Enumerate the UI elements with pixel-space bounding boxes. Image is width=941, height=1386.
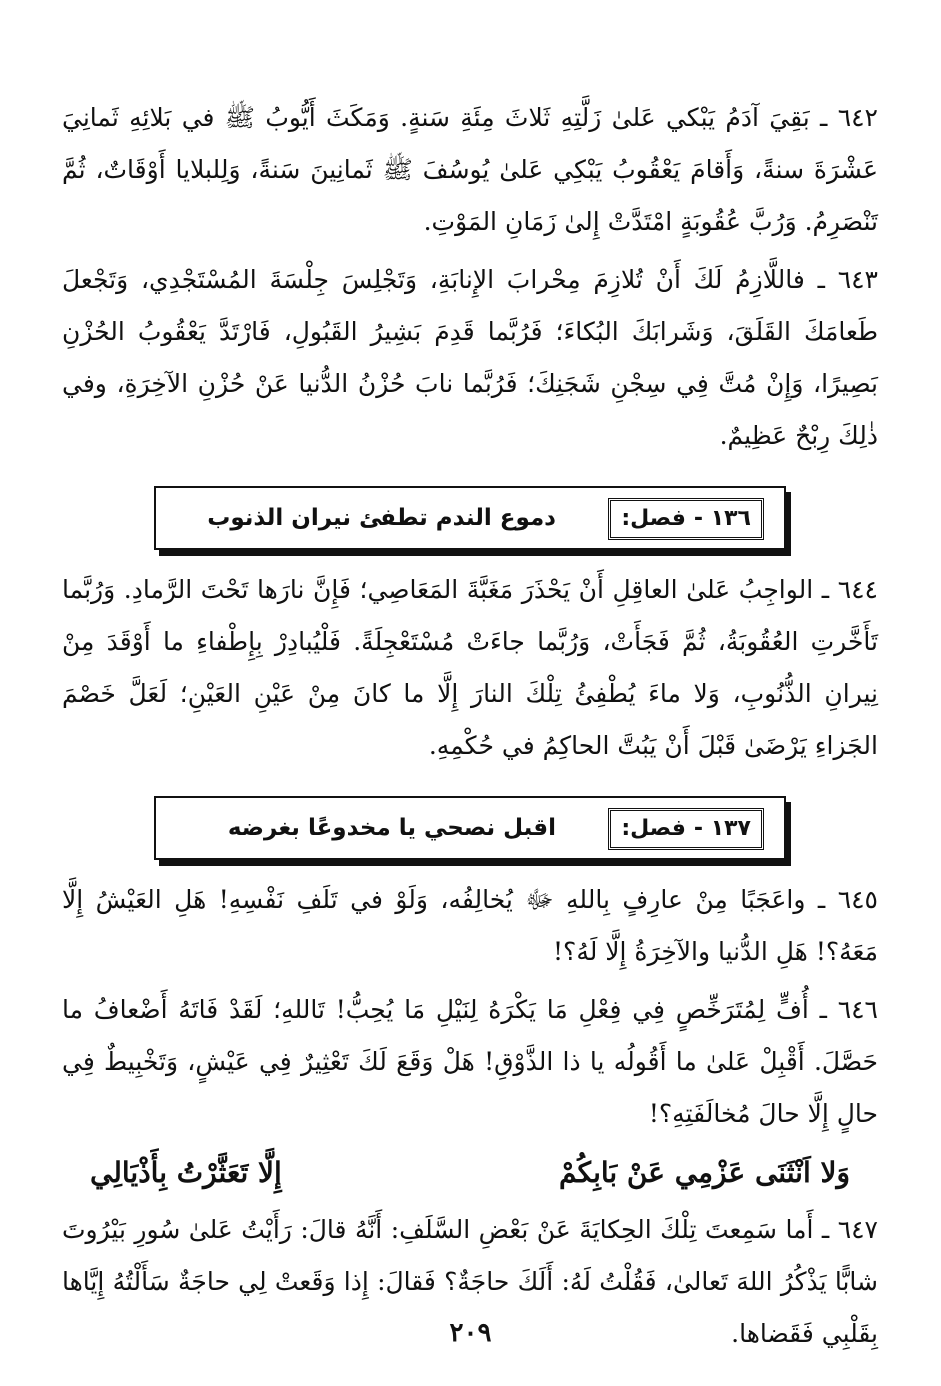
section-label	[608, 498, 764, 540]
section-title: اقبل نصحي يا مخدوعًا بغرضه	[227, 815, 556, 841]
paragraph-642: ٦٤٢ ـ بَقِيَ آدَمُ يَبْكي عَلىٰ زَلَّتِهِ ثَلاثَ مِئَةِ سَنةٍ. وَمَكَثَ أَيُّوبُ ﷺ في بَلائِهِ ثَمانِيَ عَشْرَةَ سنةً، وَأَقامَ يَعْقُوبُ يَبْكِي عَلىٰ يُوسُفَ ﷺ ثَمانِينَ سَنةً، وَلِلبلايا أَوْقَاتٌ، ثُمَّ تَنْصَرِمُ. وَرُبَّ عُقُوبَةٍ امْتَدَّتْ إِلىٰ زَمَانِ المَوْتِ.	[62, 103, 878, 236]
paragraph-647: ٦٤٧ ـ أَما سَمِعتَ تِلْكَ الحِكايَةَ عَنْ بَعْضِ السَّلَفِ: أَنَّهُ قالَ: رَأَيْتُ عَلىٰ سُورِ بَيْرُوتَ شابًّا يَذْكُرُ اللهَ تَعالىٰ، فَقُلْتُ لَهُ: أَلَكَ حاجَةٌ؟ فَقالَ: إِذا وَقَعتْ لِي حاجَةٌ سَأَلْتُهُ إِيَّاها بِقَلْبِي فَقَضاها.	[62, 1215, 878, 1348]
verse-second-hemistich: إِلَّا تَعَثَّرْتُ بِأَذْيَالِي	[90, 1156, 282, 1189]
section-number: ١٣٧ -	[693, 816, 751, 841]
section-title: دموع الندم تطفئ نيران الذنوب	[207, 505, 556, 531]
section-word: فصل:	[621, 506, 686, 531]
section-label	[608, 808, 764, 850]
paragraph-646: ٦٤٦ ـ أُفٍّ لِمُتَرَخِّصٍ فِي فِعْلِ مَا يَكْرَهُ لِنَيْلِ مَا يُحِبُّ! تَاللهِ؛ لَقَدْ فَاتَهُ أَضْعافُ ما حَصَّلَ. أَقْبِلْ عَلىٰ ما أَقُولُه يا ذا الذَّوْقِ! هَلْ وَقَعَ لَكَ تَعْثِيرٌ فِي عَيْشٍ، وَتَخْبِيطٌ فِي حالٍ إِلَّا حالَ مُخالَفَتِهِ؟!	[62, 995, 878, 1128]
verse-first-hemistich: وَلا اَنْثَنَى عَزْمِي عَنْ بَابِكُمْ	[558, 1156, 850, 1189]
section-word: فصل:	[621, 816, 686, 841]
page-number: ٢٠٩	[449, 1318, 492, 1348]
paragraph-644: ٦٤٤ ـ الواجِبُ عَلىٰ العاقِلِ أَنْ يَحْذَرَ مَغَبَّةَ المَعَاصِي؛ فَإِنَّ نارَها تَحْتَ الرَّمادِ. وَرُبَّما تَأَخَّرتِ العُقُوبَةُ، ثُمَّ فَجَأَتْ، وَرُبَّما جاءَتْ مُسْتَعْجِلَةً. فَلْيُبادِرْ بِإِطْفاءِ ما أَوْقَدَ مِنْ نِيرانِ الذُّنُوبِ، وَلا ماءَ يُطْفِئُ تِلْكَ النارَ إِلَّا ما كانَ مِنْ عَيْنِ العَيْنِ؛ لَعَلَّ خَصْمَ الجَزاءِ يَرْضَىٰ قَبْلَ أَنْ يَبُتَّ الحاكِمُ في حُكْمِهِ.	[62, 575, 878, 760]
page-content	[62, 92, 878, 1366]
section-heading-136	[154, 486, 786, 550]
paragraph-643: ٦٤٣ ـ فاللَّازِمُ لَكَ أَنْ تُلازِمَ مِحْرابَ الإِنابَةِ، وَتَجْلِسَ جِلْسَةَ المُسْتَجْدِي، وَتَجْعلَ طَعامَكَ القَلَقَ، وَشَرابَكَ البُكاءَ؛ فَرُبَّما قَدِمَ بَشِيرُ القَبُولِ، فَارْتَدَّ يَعْقُوبُ الحُزْنِ بَصِيرًا، وَإِنْ مُتَّ فِي سِجْنِ شَجَنِكَ؛ فَرُبَّما نابَ حُزْنُ الدُّنيا عَنْ حُزْنِ الآخِرَةِ، وفي ذٰلِكَ رِبْحٌ عَظِيمٌ.	[62, 265, 878, 450]
poetry-verse	[90, 1146, 850, 1200]
section-heading-137	[154, 796, 786, 860]
section-number: ١٣٦ -	[693, 506, 751, 531]
paragraph-645: ٦٤٥ ـ واعَجَبًا مِنْ عارِفٍ بِاللهِ ﷻ يُخالِفُه، وَلَوْ في تَلَفِ نَفْسِهِ! هَلِ العَيْشُ إِلَّا مَعَهُ؟! هَلِ الدُّنيا والآخِرَةُ إِلَّا لَهُ؟!	[62, 885, 878, 966]
